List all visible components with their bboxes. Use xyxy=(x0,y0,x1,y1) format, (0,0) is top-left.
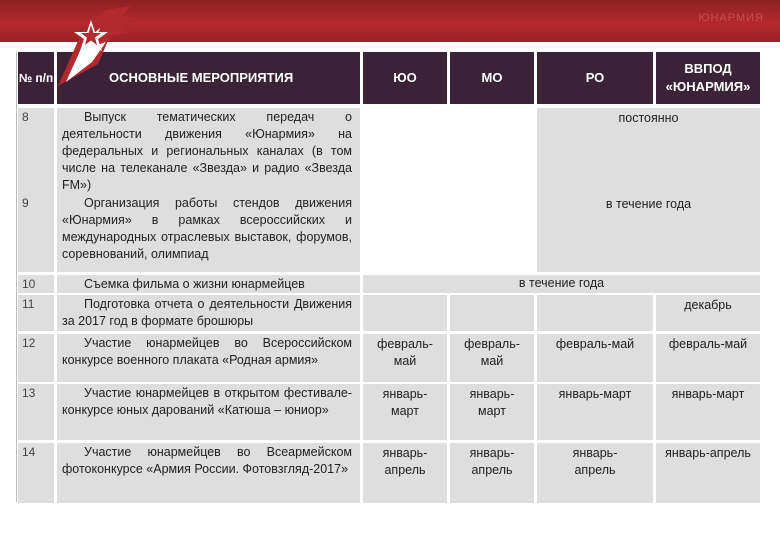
row-cell-yuo xyxy=(363,295,447,331)
row-text-content: Подготовка отчета о деятельности Движения за 2017 год в формате брошюры xyxy=(62,297,352,328)
row-cell-yuo: январь-апрель xyxy=(363,443,447,503)
header-vvpod: ВВПОД «ЮНАРМИЯ» xyxy=(656,52,760,104)
row-span-value: в течение года xyxy=(363,275,760,293)
table-row xyxy=(0,275,780,293)
table-row xyxy=(0,384,780,440)
row-text xyxy=(57,275,360,293)
yunarmiya-logo-icon xyxy=(44,2,144,88)
table-row xyxy=(0,295,780,331)
row-empty-cell xyxy=(363,108,534,194)
table-row xyxy=(0,108,780,194)
row-cell-ro xyxy=(537,295,653,331)
header-ro: РО xyxy=(537,52,653,104)
row-cell-mo xyxy=(450,295,534,331)
row-text-content: Участие юнармейцев во Всеармейском фотоконкурсе «Армия России. Фотовзгляд-2017» xyxy=(62,445,352,476)
row-cell-mo: январь-апрель xyxy=(450,443,534,503)
header-yuo: ЮО xyxy=(363,52,447,104)
row-span-value: в течение года xyxy=(537,194,760,272)
header-events: ОСНОВНЫЕ МЕРОПРИЯТИЯ xyxy=(57,52,360,104)
row-num: 12 xyxy=(18,334,54,382)
row-num: 9 xyxy=(18,194,54,272)
header-mo: МО xyxy=(450,52,534,104)
row-text xyxy=(57,194,360,272)
row-empty-cell xyxy=(363,194,534,272)
table-row xyxy=(0,334,780,382)
row-text-content: Участие юнармейцев в открытом фестивале-конкурсе юных дарований «Катюша – юниор» xyxy=(62,386,352,417)
row-num: 14 xyxy=(18,443,54,503)
row-cell-mo: январь-март xyxy=(450,384,534,440)
table-row xyxy=(0,194,780,272)
row-num: 8 xyxy=(18,108,54,194)
row-text xyxy=(57,384,360,440)
row-text xyxy=(57,334,360,382)
row-cell-vvpod: декабрь xyxy=(656,295,760,331)
row-cell-ro: февраль-май xyxy=(537,334,653,382)
row-num: 13 xyxy=(18,384,54,440)
row-text xyxy=(57,295,360,331)
row-cell-mo: февраль-май xyxy=(450,334,534,382)
row-text-content: Выпуск тематических передач о деятельности движения «Юнармия» на федеральных и региональных каналах (в том числе на телеканале «Звезда» и радио «Звезда FM») xyxy=(62,110,352,192)
row-text-content: Съемка фильма о жизни юнармейцев xyxy=(84,277,305,291)
row-cell-vvpod: январь-март xyxy=(656,384,760,440)
row-text xyxy=(57,443,360,503)
table-row xyxy=(0,443,780,503)
row-text-content: Организация работы стендов движения «Юнармия» в рамках всероссийских и международных отраслевых выставок, форумов, соревнований, олимпиад xyxy=(62,196,352,261)
banner-faint-text: ЮНАРМИЯ xyxy=(698,12,764,24)
row-num: 11 xyxy=(18,295,54,331)
row-text-content: Участие юнармейцев во Всероссийском конкурсе военного плаката «Родная армия» xyxy=(62,336,352,367)
row-cell-vvpod: январь-апрель xyxy=(656,443,760,503)
row-cell-vvpod: февраль-май xyxy=(656,334,760,382)
row-text xyxy=(57,108,360,194)
row-num: 10 xyxy=(18,275,54,293)
row-cell-ro: январь-март xyxy=(537,384,653,440)
row-cell-yuo: январь-март xyxy=(363,384,447,440)
row-cell-ro: январь-апрель xyxy=(537,443,653,503)
header-num: № п/п xyxy=(18,52,54,104)
row-span-value: постоянно xyxy=(537,108,760,194)
row-cell-yuo: февраль-май xyxy=(363,334,447,382)
